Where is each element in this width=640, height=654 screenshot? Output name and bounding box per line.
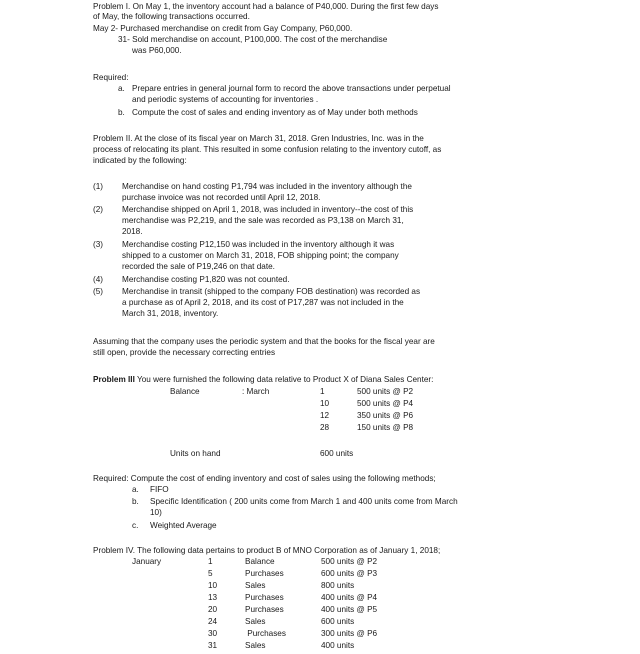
problem3-method-a-marker: a. bbox=[132, 485, 139, 494]
problem4-row-4-type: Purchases bbox=[245, 593, 284, 602]
problem4-row-1-units: 500 units @ P2 bbox=[321, 557, 378, 566]
problem3-method-b-line1: Specific Identification ( 200 units come from March 1 and 400 units come from March bbox=[150, 497, 458, 506]
problem2-item-2-line2: merchandise was P2,219, and the sale was recorded as P3,138 on March 31, bbox=[122, 216, 404, 225]
problem3-title bbox=[93, 375, 433, 385]
problem2-item-3-line1: Merchandise costing P12,150 was included in the inventory although it was bbox=[122, 240, 395, 249]
problem3-method-c-marker: c. bbox=[132, 521, 139, 530]
problem2-closing-line1: Assuming that the company uses the periodic system and that the books for the fiscal year are bbox=[93, 337, 435, 346]
problem2-item-4-line1: Merchandise costing P1,820 was not counted. bbox=[122, 275, 290, 284]
problem3-title-bold: Problem III bbox=[93, 375, 135, 384]
problem3-row-1-units: 500 units @ P2 bbox=[357, 387, 414, 396]
problem2-item-1-marker: (1) bbox=[93, 182, 104, 191]
problem4-row-8-type: Sales bbox=[245, 641, 266, 650]
problem4-row-3-type: Sales bbox=[245, 581, 266, 590]
problem2-item-2-marker: (2) bbox=[93, 205, 104, 214]
problem4-row-7-day: 30 bbox=[208, 629, 218, 638]
problem4-month: January bbox=[132, 557, 162, 566]
problem2-item-4-marker: (4) bbox=[93, 275, 104, 284]
problem2-item-5-line1: Merchandise in transit (shipped to the company FOB destination) was recorded as bbox=[122, 287, 421, 296]
problem2-item-1-line1: Merchandise on hand costing P1,794 was included in the inventory although the bbox=[122, 182, 412, 191]
problem2-item-1-line2: purchase invoice was not recorded until April 12, 2018. bbox=[122, 193, 321, 202]
problem2-intro-line3: indicated by the following: bbox=[93, 156, 187, 165]
problem4-row-2-day: 5 bbox=[208, 569, 213, 578]
problem2-item-2-line3: 2018. bbox=[122, 227, 143, 236]
problem2-item-3-marker: (3) bbox=[93, 240, 104, 249]
problem1-req-b: Compute the cost of sales and ending inventory as of May under both methods bbox=[132, 108, 418, 117]
problem4-row-5-day: 20 bbox=[208, 605, 218, 614]
problem3-method-b-marker: b. bbox=[132, 497, 139, 506]
problem2-item-5-line3: March 31, 2018, inventory. bbox=[122, 309, 219, 318]
problem1-required-label: Required: bbox=[93, 73, 129, 82]
problem3-title-rest: You were furnished the following data relative to Product X of Diana Sales Center: bbox=[134, 375, 434, 384]
problem3-row-3-units: 350 units @ P6 bbox=[357, 411, 414, 420]
problem3-method-b-line2: 10) bbox=[150, 508, 162, 517]
problem2-closing-line2: still open, provide the necessary correcting entries bbox=[93, 348, 276, 357]
problem1-transaction-2-line2: was P60,000. bbox=[132, 46, 182, 55]
problem3-month-label: : March bbox=[242, 387, 270, 396]
problem2-intro-line1: Problem II. At the close of its fiscal year on March 31, 2018. Gren Industries, Inc. was in the bbox=[93, 134, 424, 143]
problem1-transaction-1: May 2- Purchased merchandise on credit from Gay Company, P60,000. bbox=[93, 24, 353, 33]
problem4-row-2-units: 600 units @ P3 bbox=[321, 569, 378, 578]
problem4-row-7-units: 300 units @ P6 bbox=[321, 629, 378, 638]
problem1-req-a-marker: a. bbox=[118, 84, 125, 93]
problem2-item-5-marker: (5) bbox=[93, 287, 104, 296]
problem3-row-4-units: 150 units @ P8 bbox=[357, 423, 414, 432]
problem3-method-c: Weighted Average bbox=[150, 521, 217, 530]
problem3-method-a: FIFO bbox=[150, 485, 169, 494]
problem1-req-a-line1: Prepare entries in general journal form to record the above transactions under perpetual bbox=[132, 84, 451, 93]
problem2-item-5-line2: a purchase as of April 2, 2018, and its cost of P17,287 was not included in the bbox=[122, 298, 404, 307]
problem1-intro-line2: of May, the following transactions occurred. bbox=[93, 12, 250, 21]
problem1-req-b-marker: b. bbox=[118, 108, 125, 117]
problem1-transaction-2-line1: 31- Sold merchandise on account, P100,000. The cost of the merchandise bbox=[118, 35, 388, 44]
problem2-intro-line2: process of relocating its plant. This resulted in some confusion relating to the inventory cutoff, as bbox=[93, 145, 442, 154]
problem3-row-3-day: 12 bbox=[320, 411, 330, 420]
problem4-row-1-type: Balance bbox=[245, 557, 275, 566]
problem4-row-1-day: 1 bbox=[208, 557, 213, 566]
problem4-row-6-units: 600 units bbox=[321, 617, 355, 626]
problem4-row-6-type: Sales bbox=[245, 617, 266, 626]
problem4-row-5-units: 400 units @ P5 bbox=[321, 605, 378, 614]
problem4-row-3-day: 10 bbox=[208, 581, 218, 590]
problem3-row-2-units: 500 units @ P4 bbox=[357, 399, 414, 408]
problem3-on-hand-value: 600 units bbox=[320, 449, 354, 458]
problem4-row-3-units: 800 units bbox=[321, 581, 355, 590]
problem3-row-2-day: 10 bbox=[320, 399, 330, 408]
problem2-item-3-line2: shipped to a customer on March 31, 2018, FOB shipping point; the company bbox=[122, 251, 399, 260]
problem1-req-a-line2: and periodic systems of accounting for inventories . bbox=[132, 95, 319, 104]
problem4-row-6-day: 24 bbox=[208, 617, 218, 626]
problem4-row-7-type: Purchases bbox=[245, 629, 286, 638]
problem4-row-4-units: 400 units @ P4 bbox=[321, 593, 378, 602]
problem1-intro-line1: Problem I. On May 1, the inventory account had a balance of P40,000. During the first few days bbox=[93, 2, 439, 11]
problem4-row-4-day: 13 bbox=[208, 593, 218, 602]
problem4-row-8-day: 31 bbox=[208, 641, 218, 650]
problem4-row-2-type: Purchases bbox=[245, 569, 284, 578]
problem4-intro: Problem IV. The following data pertains to product B of MNO Corporation as of January 1, 2018; bbox=[93, 546, 441, 555]
problem3-row-1-day: 1 bbox=[320, 387, 325, 396]
problem2-item-3-line3: recorded the sale of P19,246 on that date. bbox=[122, 262, 275, 271]
problem3-on-hand-label: Units on hand bbox=[170, 449, 221, 458]
problem3-balance-label: Balance bbox=[170, 387, 200, 396]
problem2-item-2-line1: Merchandise shipped on April 1, 2018, was included in inventory--the cost of this bbox=[122, 205, 414, 214]
problem3-required: Required: Compute the cost of ending inventory and cost of sales using the following methods; bbox=[93, 474, 436, 483]
problem3-row-4-day: 28 bbox=[320, 423, 330, 432]
problem4-row-8-units: 400 units bbox=[321, 641, 355, 650]
problem4-row-5-type: Purchases bbox=[245, 605, 284, 614]
